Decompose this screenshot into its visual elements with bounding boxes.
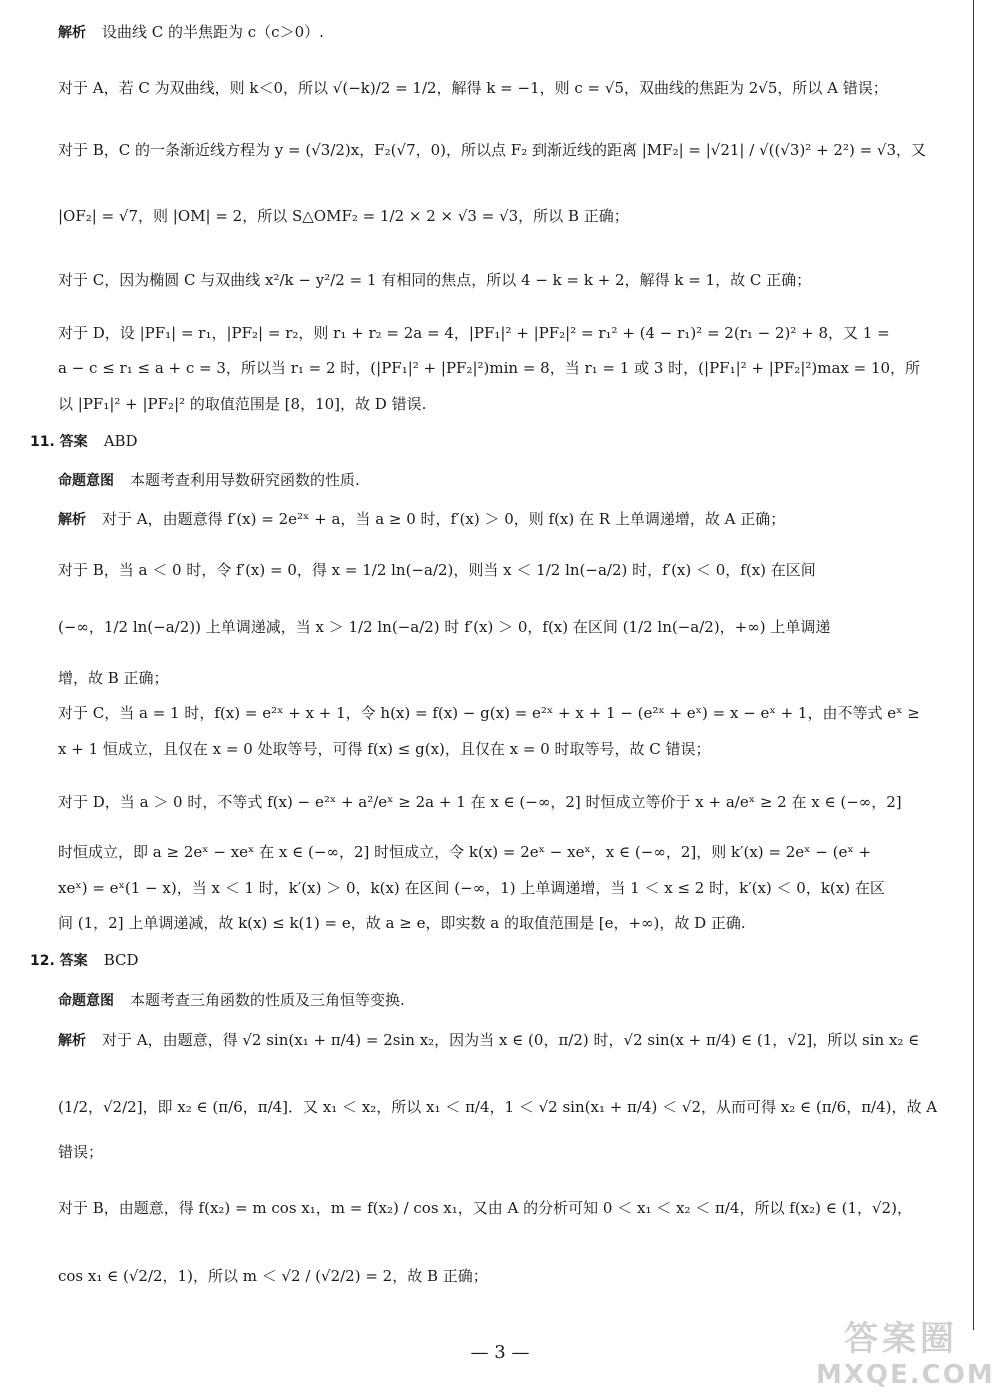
line-text: 对于 C，因为椭圆 C 与双曲线 x²/k − y²/2 = 1 有相同的焦点，所以 4 − k = k + 2，解得 k = 1，故 C 正确； [58, 271, 812, 289]
line-text: 对于 B，C 的一条渐近线方程为 y = (√3/2)x，F₂(√7，0)，所以点 F₂ 到渐近线的距离 |MF₂| = |√21| / √((√3)² + 2²) = √3，又 [58, 141, 927, 159]
line-label: 命题意图 [58, 993, 114, 1009]
line-text: 本题考查三角函数的性质及三角恒等变换. [130, 991, 405, 1009]
text-line [58, 470, 940, 491]
line-text: ABD [103, 432, 138, 450]
text-line [58, 394, 940, 414]
text-line [58, 703, 940, 723]
line-text: 对于 A，由题意，得 √2 sin(x₁ + π/4) = 2sin x₂，因为当 x ∈ (0，π/2) 时，√2 sin(x + π/4) ∈ (1，√2]，所以 sin x₂ ∈ [102, 1031, 920, 1049]
line-text: 增，故 B 正确； [58, 669, 169, 687]
text-line [30, 431, 940, 452]
text-line [58, 206, 940, 226]
line-text: 对于 A，若 C 为双曲线，则 k＜0，所以 √(−k)/2 = 1/2，解得 k = −1，则 c = √5，双曲线的焦距为 2√5，所以 A 错误； [58, 79, 888, 97]
line-text: 对于 D，当 a ＞ 0 时，不等式 f(x) − e²ˣ + a²/eˣ ≥ 2a + 1 在 x ∈ (−∞，2] 时恒成立等价于 x + a/eˣ ≥ 2 在 x ∈ (−∞，2] [58, 793, 902, 811]
text-line [58, 22, 940, 43]
text-line [58, 78, 940, 98]
line-text: a − c ≤ r₁ ≤ a + c = 3，所以当 r₁ = 2 时，(|PF₁|² + |PF₂|²)min = 8，当 r₁ = 1 或 3 时，(|PF₁|² + |PF₂|²)max = 10，所 [58, 359, 921, 377]
line-text: 设曲线 C 的半焦距为 c（c＞0）. [102, 23, 324, 41]
line-text: 本题考查利用导数研究函数的性质. [130, 471, 360, 489]
page-number: — 3 — [470, 1342, 530, 1363]
line-text: 间 (1，2] 上单调递减，故 k(x) ≤ k(1) = e，故 a ≥ e，即实数 a 的取值范围是 [e，+∞)，故 D 正确. [58, 914, 746, 932]
text-line [58, 323, 940, 343]
line-text: 对于 D，设 |PF₁| = r₁，|PF₂| = r₂，则 r₁ + r₂ = 2a = 4，|PF₁|² + |PF₂|² = r₁² + (4 − r₁)² = 2(r₁ − 2)² + 8，又 1 = [58, 324, 890, 342]
line-label: 命题意图 [58, 473, 114, 489]
line-label: 解析 [58, 512, 86, 528]
line-text: 对于 C，当 a = 1 时，f(x) = e²ˣ + x + 1，令 h(x) = f(x) − g(x) = e²ˣ + x + 1 − (e²ˣ + eˣ) = x − eˣ + 1，由不等式 eˣ ≥ [58, 704, 920, 722]
text-line [58, 617, 940, 637]
watermark-logo [816, 1311, 995, 1390]
text-line [30, 950, 940, 971]
line-label: 12. 答案 [30, 953, 88, 969]
line-text: cos x₁ ∈ (√2/2，1)，所以 m ＜ √2 / (√2/2) = 2，故 B 正确； [58, 1267, 488, 1285]
text-line [58, 1030, 940, 1051]
line-text: x + 1 恒成立，且仅在 x = 0 处取等号，可得 f(x) ≤ g(x)，且仅在 x = 0 时取等号，故 C 错误； [58, 740, 711, 758]
line-label: 11. 答案 [30, 434, 88, 450]
line-text: 对于 B，当 a ＜ 0 时，令 f′(x) = 0，得 x = 1/2 ln(−a/2)，则当 x ＜ 1/2 ln(−a/2) 时，f′(x) ＜ 0，f(x) 在区间 [58, 561, 816, 579]
line-text: 错误； [58, 1143, 104, 1161]
watermark-url: MXQE.COM [816, 1360, 995, 1390]
line-text: 对于 B，由题意，得 f(x₂) = m cos x₁，m = f(x₂) / cos x₁，又由 A 的分析可知 0 ＜ x₁ ＜ x₂ ＜ π/4，所以 f(x₂) ∈ (1，√2)， [58, 1199, 912, 1217]
text-line [58, 358, 940, 378]
text-line [58, 842, 940, 862]
line-text: 对于 A，由题意得 f′(x) = 2e²ˣ + a，当 a ≥ 0 时，f′(x) ＞ 0，则 f(x) 在 R 上单调递增，故 A 正确； [102, 510, 786, 528]
line-text: 时恒成立，即 a ≥ 2eˣ − xeˣ 在 x ∈ (−∞，2] 时恒成立，令 k(x) = 2eˣ − xeˣ，x ∈ (−∞，2]，则 k′(x) = 2eˣ − (eˣ + [58, 843, 872, 861]
line-text: |OF₂| = √7，则 |OM| = 2，所以 S△OMF₂ = 1/2 × 2 × √3 = √3，所以 B 正确； [58, 207, 629, 225]
line-text: (1/2，√2/2]，即 x₂ ∈ (π/6，π/4]．又 x₁ ＜ x₂，所以 x₁ ＜ π/4，1 ＜ √2 sin(x₁ + π/4) ＜ √2，从而可得 x₂ ∈ (π/6，π/4)，故 A [58, 1098, 938, 1116]
text-line [58, 913, 940, 933]
text-line [58, 1266, 940, 1286]
text-line [58, 1142, 940, 1162]
text-line [58, 668, 940, 688]
text-line [58, 878, 940, 898]
text-line [58, 1097, 940, 1117]
right-margin-rule [973, 0, 974, 1330]
line-text: 以 |PF₁|² + |PF₂|² 的取值范围是 [8，10]，故 D 错误. [58, 395, 427, 413]
text-line [58, 140, 940, 160]
line-text: xeˣ) = eˣ(1 − x)，当 x ＜ 1 时，k′(x) ＞ 0，k(x) 在区间 (−∞，1) 上单调递增，当 1 ＜ x ≤ 2 时，k′(x) ＜ 0，k(x) 在区 [58, 879, 885, 897]
text-line [58, 509, 940, 530]
text-line [58, 990, 940, 1011]
text-line [58, 792, 940, 812]
line-label: 解析 [58, 25, 86, 41]
line-text: (−∞，1/2 ln(−a/2)) 上单调递减，当 x ＞ 1/2 ln(−a/2) 时 f′(x) ＞ 0，f(x) 在区间 (1/2 ln(−a/2)，+∞) 上单调递 [58, 618, 831, 636]
text-line [58, 560, 940, 580]
text-line [58, 739, 940, 759]
text-line [58, 270, 940, 290]
line-label: 解析 [58, 1033, 86, 1049]
watermark-title: 答案圈 [844, 1319, 958, 1359]
text-line [58, 1198, 940, 1218]
line-text: BCD [103, 951, 139, 969]
